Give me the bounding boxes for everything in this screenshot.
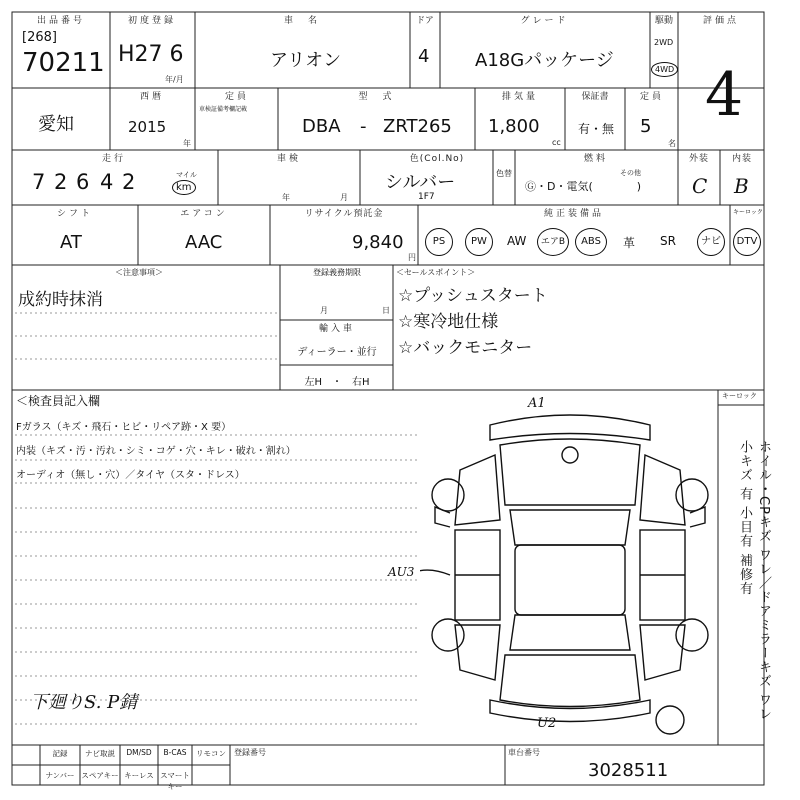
footer-number: ナンバー [45, 771, 75, 780]
equip-navi: ナビ [697, 228, 725, 256]
recycle-label: リサイクル預託金 [304, 209, 384, 219]
equip-aw: AW [507, 234, 527, 248]
fuel-other-label: その他 [620, 169, 641, 177]
inspector-label: ＜検査員記入欄 [16, 394, 101, 408]
footer-record: 記録 [52, 749, 68, 758]
model-prefix: DBA [302, 116, 341, 137]
mileage-unit-label: マイル [176, 171, 197, 179]
footer-smart-key: スマートキー [160, 771, 190, 791]
equip-airbag: エアB [537, 228, 569, 256]
sales-point: ☆寒冷地仕様 [398, 312, 499, 332]
exterior-grade: C [692, 174, 708, 198]
mileage-digit: 7 [32, 170, 46, 194]
equip-ps: PS [425, 228, 453, 256]
color-label: 色(Col.No) [409, 154, 465, 164]
score-value: 4 [705, 60, 744, 130]
registration-no-label: 登録番号 [234, 748, 266, 757]
equip-abs: ABS [575, 228, 607, 256]
registration-day: 日 [382, 306, 390, 315]
footer-dm-sd: DM/SD [126, 748, 152, 757]
footer-spare-key: スペアキー [81, 771, 119, 780]
inspector-line-glass: Fガラス（キズ・飛石・ヒビ・リペア跡・X 要） [16, 422, 232, 433]
car-name-label: 車 名 [283, 16, 320, 26]
footer-navi-manual: ナビ取説 [85, 749, 115, 758]
displacement-value: 1,800 [488, 116, 540, 137]
sales-point-label: ＜セールスポイント＞ [396, 268, 476, 277]
footer-remote: リモコン [196, 749, 226, 758]
lot-no-label: 出品番号 [36, 16, 85, 26]
inspector-line-interior: 内装（キズ・汚・汚れ・シミ・コゲ・穴・キレ・破れ・割れ） [16, 446, 296, 457]
first-registration: H27 6 [118, 42, 184, 67]
aircon-value: AAC [185, 232, 223, 253]
fuel-value: Ⓖ・D・電気( ) [525, 180, 642, 193]
inspection-label: 保証書 [581, 92, 609, 102]
equip-dtv: DTV [733, 228, 761, 256]
equip-leather: 革 [623, 236, 636, 250]
displacement-label: 排気量 [501, 92, 538, 102]
grade-value: A18Gパッケージ [475, 50, 614, 71]
shift-value: AT [60, 232, 82, 253]
shaken-year-label: 年 [282, 193, 290, 202]
equipment-row [425, 228, 765, 258]
handwritten-note: 下廻りS. P錆 [30, 692, 138, 713]
year-month-label: 年/月 [165, 75, 184, 84]
shaken-label: 車検 [276, 154, 301, 164]
side-damage-text: ホイル・CPキズ ワレ／ドアミラーキズ ワレ 小キズ 有 小目有 補修有 [737, 440, 771, 722]
seats-value: 5 [640, 116, 652, 137]
recycle-value: 9,840 [352, 232, 404, 253]
shift-label: シフト [56, 209, 93, 219]
model-code: ZRT265 [383, 116, 452, 137]
chassis-no-label: 車台番号 [508, 748, 540, 757]
registration-month: 月 [320, 306, 328, 315]
inspector-line-audio: オーディオ（無し・穴）／タイヤ（スタ・ドレス） [16, 470, 245, 481]
drive-4wd: 4WD [651, 62, 678, 77]
drive-label: 駆動 [654, 16, 673, 26]
year-label-2: 年 [183, 139, 191, 148]
keyless-label: キーロック [733, 209, 763, 216]
caution-text: 成約時抹消 [18, 290, 103, 310]
aircon-label: エアコン [180, 209, 228, 219]
mileage-label: 走行 [101, 154, 126, 164]
interior-grade: B [734, 174, 749, 198]
color-value: シルバー [385, 172, 456, 193]
import-label: 輸入車 [318, 324, 355, 334]
grade-label: グレード [520, 16, 569, 26]
seat-unit: 名 [668, 139, 676, 148]
cc-label: cc [552, 138, 561, 147]
equip-sr: SR [660, 234, 676, 248]
interior-label: 内装 [731, 154, 752, 164]
sales-point: ☆バックモニター [398, 338, 533, 358]
region: 愛知 [38, 114, 74, 135]
color-change-label: 色替 [496, 169, 512, 178]
mileage-digits [32, 170, 144, 194]
chassis-no: 3028511 [588, 760, 669, 781]
damage-mark-au3: AU3 [388, 565, 415, 579]
doors-value: 4 [418, 46, 430, 67]
yen-label: 円 [408, 253, 416, 262]
mileage-digit: 6 [76, 170, 90, 194]
damage-mark-a1: A1 [528, 396, 546, 411]
seats-label: 定員 [639, 92, 664, 102]
footer-bcas: B-CAS [163, 748, 187, 757]
damage-mark-u2: U2 [537, 716, 557, 731]
first-reg-label: 初度登録 [127, 16, 176, 26]
mileage-digit: 4 [100, 170, 114, 194]
exterior-label: 外装 [688, 154, 709, 164]
color-no: 1F7 [418, 192, 435, 202]
capacity-label: 定員 [224, 92, 249, 102]
doors-label: ドア [416, 16, 434, 26]
car-diagram [420, 395, 720, 740]
model-label: 型 式 [358, 92, 395, 102]
sales-point: ☆プッシュスタート [398, 286, 548, 306]
drive-2wd: 2WD [654, 38, 674, 47]
car-name: アリオン [270, 50, 342, 71]
footer-keyless: キーレス [124, 771, 154, 780]
inspector-lines [16, 416, 296, 488]
mileage-digit: 2 [54, 170, 68, 194]
equipment-label: 純正装備品 [543, 209, 604, 219]
caution-label: ＜注意事項＞ [115, 268, 163, 277]
mileage-unit: km [172, 180, 196, 195]
registration-label: 登録義務期限 [313, 268, 361, 277]
fuel-label: 燃料 [583, 154, 608, 164]
model-dash: - [360, 116, 367, 137]
lot-number: 70211 [22, 48, 105, 78]
keylock-label: キーロック [722, 392, 757, 400]
lot-code: [268] [22, 30, 57, 45]
handle-option: 左H ・ 右H [304, 377, 370, 388]
warranty-value: 有・無 [578, 122, 615, 136]
ad-year-label: 西暦 [139, 92, 164, 102]
import-option: ディーラー・並行 [297, 347, 377, 358]
cert-note: 車検証備考欄記載 [199, 106, 248, 113]
sales-points [398, 283, 548, 361]
mileage-digit: 2 [122, 170, 136, 194]
score-label: 評価点 [702, 16, 739, 26]
ad-year: 2015 [128, 118, 167, 136]
equip-pw: PW [465, 228, 493, 256]
shaken-month-label: 月 [340, 193, 348, 202]
